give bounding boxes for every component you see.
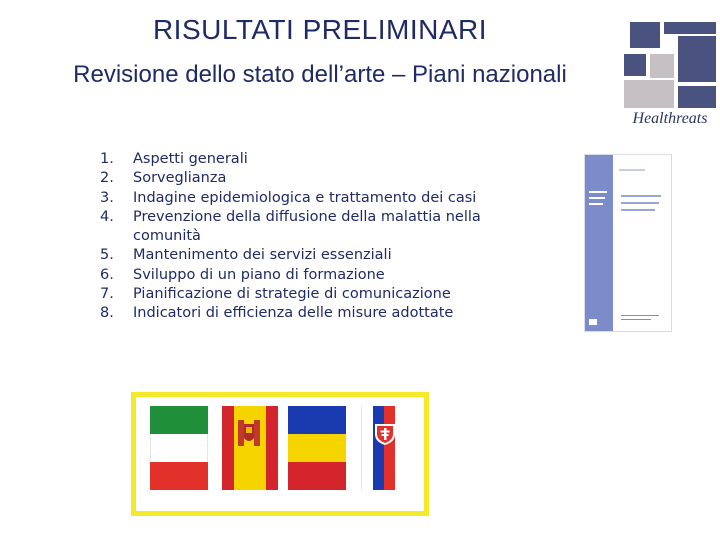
list-text: Sorveglianza: [133, 170, 227, 187]
list-text: Indagine epidemiologica e trattamento dei casi: [133, 189, 477, 206]
list-text: Indicatori di efficienza delle misure adottate: [133, 305, 454, 322]
list-number: 8.: [100, 305, 114, 322]
list-item: [100, 266, 533, 285]
page-title: RISULTATI PRELIMINARI: [152, 14, 488, 45]
italy-flag-icon: [150, 406, 208, 490]
list-item: [100, 189, 533, 208]
romania-flag-icon: [288, 406, 346, 490]
list-text: Prevenzione della diffusione della malattia nella comunità: [133, 208, 481, 245]
list-number: 5.: [100, 247, 114, 264]
list-number: 4.: [100, 208, 114, 225]
report-cover-band: [585, 155, 613, 331]
page-subtitle: Revisione dello stato dell’arte – Piani nazionali: [73, 61, 567, 88]
list-item: [100, 304, 533, 323]
list-item: [100, 285, 533, 304]
list-text: Sviluppo di un piano di formazione: [133, 266, 385, 283]
logo-text: Healthreats: [632, 110, 708, 127]
list-number: 6.: [100, 266, 114, 283]
topic-list: [100, 150, 533, 324]
list-item: [100, 169, 533, 188]
list-text: Pianificazione di strategie di comunicazione: [133, 286, 451, 303]
list-item: [100, 150, 533, 169]
coat-of-arms-icon: [236, 418, 262, 450]
list-item: [100, 208, 533, 247]
list-number: 3.: [100, 189, 114, 206]
report-thumbnail: [584, 154, 672, 332]
slovak-cross-icon: [373, 422, 397, 446]
list-text: Aspetti generali: [133, 151, 248, 167]
list-number: 2.: [100, 170, 114, 187]
spain-flag-icon: [222, 406, 278, 490]
slovakia-flag-icon: [361, 406, 395, 490]
list-item: [100, 246, 533, 265]
list-number: 1.: [100, 151, 114, 167]
list-text: Mantenimento dei servizi essenziali: [133, 247, 392, 264]
list-number: 7.: [100, 286, 114, 303]
